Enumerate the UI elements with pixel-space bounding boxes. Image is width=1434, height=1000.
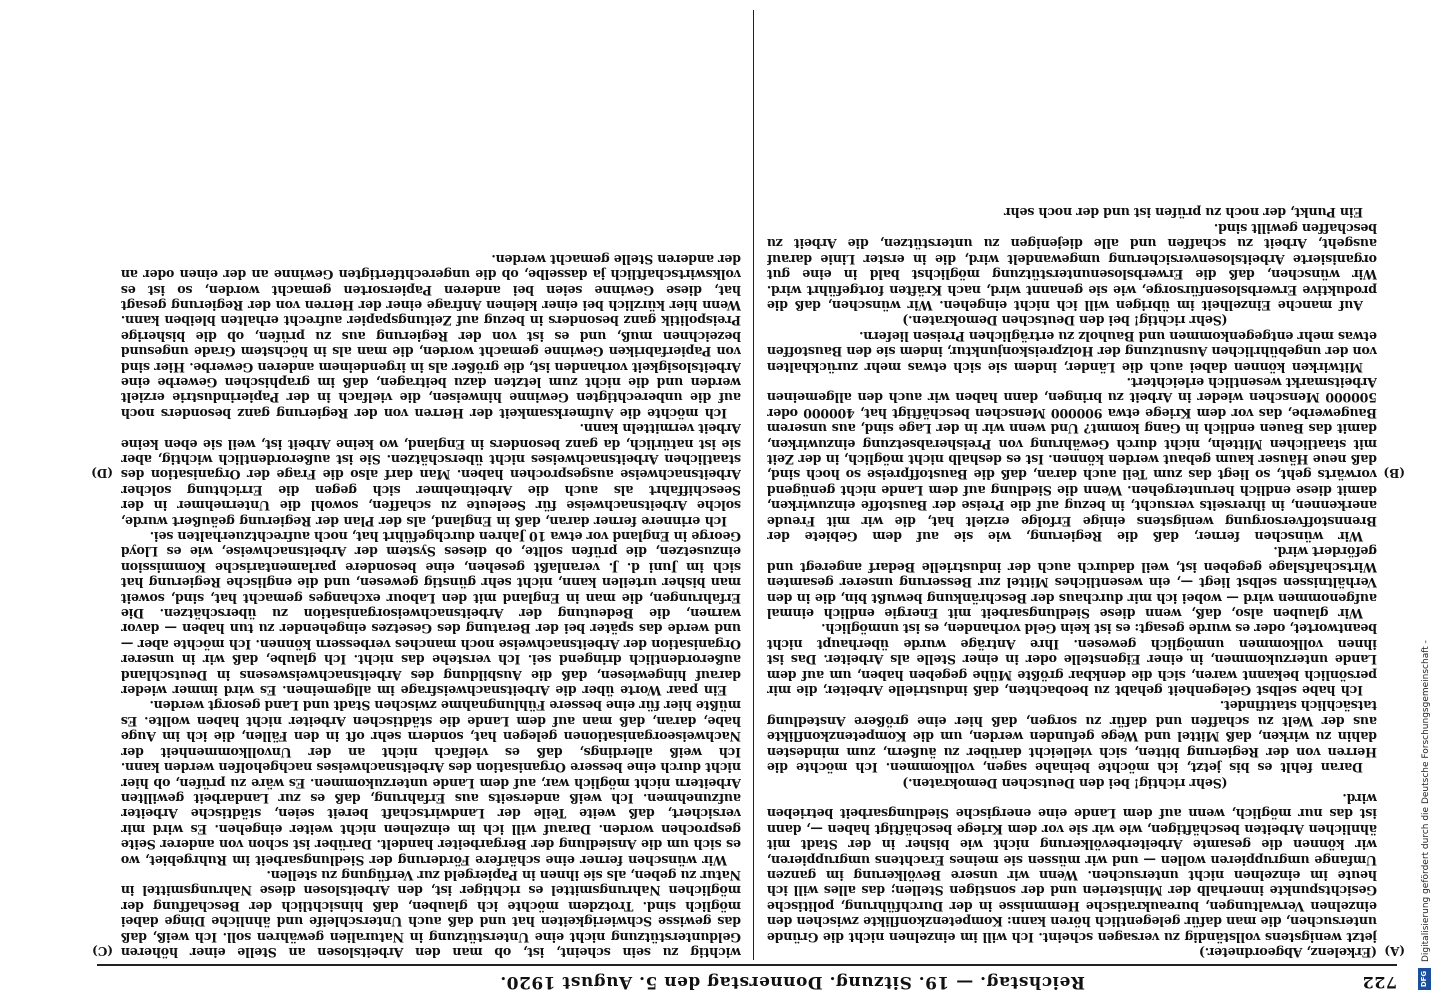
paragraph: Ich möchte die Aufmerksamkeit der Herren von der Regierung ganz besonders noch auf die unberechtigten Gewinne hinweisen, die vielfach in der Papierindustrie erzielt werden und die nicht zum letzten dazu beitragen, daß im graphischen Gewerbe eine Arbeitslosigkeit vorhanden ist, die größer als in irgendeinem anderen Gewerbe. Hier sind von Papierfabriken Gewinne gemacht worden, die man als in höchstem Grade ungesund bezeichnen muß, und es ist von der Regierung aus zu prüfen, ob die bisherige Preispolitik ganz besonders in bezug auf Zeitungspapier aufrecht erhalten bleiben kann. Wenn hier kürzlich bei einer kleinen Anfrage einer der Herren von der Regierung gesagt hat, diese Gewinne seien bei anderen Papiersorten gemacht worden, so ist es volkswirtschaftlich ja dasselbe, ob die ungerechtfertigten Gewinne an der einen oder an der anderen Stelle gemacht werden. (121, 251, 741, 421)
speaker-note: (Erkelenz, Abgeordneter.) (1199, 945, 1377, 960)
right-column (121, 10, 741, 960)
paragraph: Daran fehlt es bis jetzt, ich möchte beinahe sagen, vollkommen. Ich möchte die Herren von der Regierung bitten, sich vielleicht darüber zu äußern, zum mindesten dahin zu wirken, daß Mittel und Wege gefunden werden, um die Kompetenzkonflikte aus der Welt zu schaffen und dafür zu sorgen, daß hier eine größere Anstedlung tatsächlich stattfindet. (767, 698, 1377, 776)
paragraph: Ich erinnere ferner daran, daß in England, als der Plan der Regierung geäußert wurde, solche Arbeitsnachweise für Seeleute zu schaffen, sowohl die Unternehmer in der Seeschiffahrt als auch die Arbeitnehmer sich gegen die Errichtung solcher Arbeitsnachweise ausgesprochen haben. Man darf also die Frage der Organisation des staatlichen Arbeitsnachweises nicht überschätzen. Sie ist außerordentlich wichtig, aber sie ist natürlich, da ganz besonders in England, wo keine Arbeit ist, weil sie eben keine Arbeit vermitteln kann. (121, 421, 741, 529)
paragraph: Wir glauben also, daß, wenn diese Siedlungsarbeit mit Energie endlich einmal aufgenommen wird — wobei ich mir durchaus der Beschränkung bewußt bin, die in den Verhältnissen selbst liegt —, ein wesentliches Mittel zur Besserung unserer gesamten Wirtschaftslage gegeben ist, weil dadurch auch der industrielle Bedarf angeregt und gefördert wird. (767, 544, 1377, 622)
paragraph: jetzt wenigstens vollständig zu versagen scheint. Ich will im einzelnen nicht die Gründe untersuchen, die man dafür gelegentlich hören kann: Kompetenzkonflikte zwischen den einzelnen Verwaltungen, bureaukratische Hemmnisse in der Durchführung, politische Gesichtspunkte innerhalb der Ministerien und der sonstigen Stellen; das alles will ich heute im einzelnen nicht untersuchen. Wenn wir unsere Bevölkerung im ganzen Umfange umgruppieren wollen — und wir müssen sie meines Erachtens umgruppieren, wir können die gesamte Arbeiterbevölkerung nicht wie bisher in der Stadt mit ähnlichen Arbeiten beschäftigen, wie wir sie vor dem Kriege beschäftigt haben —, dann ist das nur möglich, wenn auf dem Lande eine energische Siedlungsarbeit betrieben wird. (767, 790, 1377, 945)
paragraph: Mitwirken können dabei auch die Länder, indem sie sich etwas mehr zurückhalten von der ungebührlichen Ausnutzung der Holzpreiskonjunktur, indem sie den Baustoffen etwas mehr entgegenkommen und Bauholz zu erträglichen Preisen liefern. (767, 328, 1377, 375)
column-divider (753, 10, 754, 960)
paragraph: wichtig zu sein scheint, ist, ob man den Arbeitslosen an Stelle einer höheren Geldunterstützung nicht eine Unterstützung in Naturalien gewähren soll. Ich weiß, daß das gewisse Schwierigkeiten hat und daß auch Unterschleife und ähnliche Dinge dabei möglich sind. Trotzdem möchte ich glauben, daß hinsichtlich der Beschaffung der möglichen Nahrungsmittel es richtiger ist, den Arbeitslosen diese Nahrungsmittel in Natur zu geben, als sie ihnen in Papiergeld zur Verfügung zu stellen. (121, 867, 741, 960)
rotated-page-content (85, 0, 1405, 1000)
left-column (767, 10, 1377, 960)
paragraph: Ein paar Worte über die Arbeitsnachweisfrage im allgemeinen. Es wird immer wieder darauf hingewiesen, daß die Ausbildung des Arbeitsnachweiswesens in Deutschland außerordentlich dringend sei. Ich verstehe das nicht. Ich glaube, daß wir in unserer Organisation der Arbeitsnachweise noch manches verbessern können. Ich möchte aber — und werde das später bei der Beratung des Gesetzes eingehender zu tun haben — davor warnen, die Bedeutung der Arbeitsnachweisorganisation zu überschätzen. Die Erfahrungen, die man in England mit den Labour exchanges gemacht hat, sind, soweit man bisher urteilen kann, nicht sehr günstig gewesen, und die englische Regierung hat sich im Juni d. J. veranlaßt gesehen, eine besondere parlamentarische Kommission einzusetzen, die prüfen sollte, ob dieses System der Arbeitsnachweise, wie es Lloyd George in England vor etwa 10 Jahren durchgeführt hat, noch aufrechtzuerhalten sei. (121, 529, 741, 699)
margin-d: (D) (91, 466, 113, 480)
paragraph: Wir wünschen ferner eine schärfere Förderung der Siedlungsarbeit im Ruhrgebiet, wo es sich um die Ansiedlung der Bergarbeiter handelt. Darüber ist schon von anderer Seite gesprochen worden. Darauf will ich im einzelnen nicht weiter eingehen. Es wird mir versichert, daß weite Teile der Landwirtschaft bereit seien, städtische Arbeiter aufzunehmen. Ich weiß anderseits aus Erfahrung, daß es zur Landarbeit gewillten Arbeitern nicht möglich war, auf dem Lande unterzukommen. Es wäre zu prüfen, ob hier nicht durch eine bessere Organisation des Arbeitsnachweises nachgeholfen werden kann. Ich weiß allerdings, daß es vielfach nicht an der Unvollkommenheit der Nachweiseorganisationen gelegen hat, sondern sehr oft in den Fällen, die ich im Auge habe, daran, daß man auf dem Lande die städtischen Arbeiter nicht haben wollte. Es müßte hier für eine bessere Fühlungnahme zwischen Stadt und Land gesorgt werden. (121, 698, 741, 868)
margin-c: (C) (92, 944, 113, 958)
dfg-logo (1418, 968, 1431, 990)
paragraph: Wir wünschen ferner, daß die Regierung, wie sie auf dem Gebiete der Brennstoffversorgung wenigstens einige Erfolge erzielt hat, die wir mit Freude anerkennen, in ihrerseits versucht, in bezug auf die Preise der Baustoffe einzuwirken, damit diese endlich heruntergehen. Wenn die Siedlung auf dem Lande nicht genügend vorwärts geht, so liegt das zum Teil auch daran, daß die Baustoffpreise so hoch sind, daß neue Häuser kaum gebaut werden können. Ist es deshalb nicht möglich, in der Zeit mit staatlichen Mitteln, nicht durch Gewährung von Preisherabsetzung einzuwirken, damit das Bauen endlich in Gang kommt? Und wenn wir in der Lage sind, aus unserem Baugewerbe, das vor dem Kriege etwa 900000 Menschen beschäftigt hat, 400000 oder 500000 Menschen wieder in Arbeit zu bringen, dann haben wir auch den allgemeinen Arbeitsmarkt wesentlich erleichtert. (767, 374, 1377, 545)
dfg-logo-text: DFG (1420, 970, 1429, 988)
interjection: (Sehr richtig! bei den Deutschen Demokraten.) (902, 313, 1228, 329)
margin-b: (B) (1383, 466, 1405, 480)
page-number: 722 (1362, 973, 1397, 992)
header-rule (97, 964, 1397, 966)
margin-a: (A) (1384, 944, 1405, 958)
digitization-credit: Digitalisierung gefördert durch die Deutsche Forschungsgemeinschaft - (1421, 640, 1431, 962)
paragraph: Ich habe selbst Gelegenheit gehabt zu beobachten, daß industrielle Arbeiter, die mir persönlich bekannt waren, sich die denkbar größte Mühe gegeben haben, um auf dem Lande unterzukommen, in einer Eigenstelle oder in einer Stelle als Arbeiter. Das ist ihnen vollkommen unmöglich gewesen. Ihre Anträge wurde überhaupt nicht beantwortet, oder es wurde gesagt: es ist kein Geld vorhanden, es ist unmöglich. (767, 621, 1377, 699)
paragraph: Ein Punkt, der noch zu prüfen ist und der noch sehr (1004, 205, 1363, 221)
paragraph: Auf manche Einzelheit im übrigen will ich nicht eingehen. Wir wünschen, daß die produktive Erwerbslosenfürsorge, wie sie genannt wird, nach Kräften fortgeführt wird. Wir wünschen, daß die Erwerbslosenunterstützung möglichst bald in eine gut organisierte Arbeitslosenversicherung umgewandelt wird, die in erster Linie darauf ausgeht, Arbeit zu schaffen und alle diejenigen zu unterstützen, die Arbeit zu beschaffen gewillt sind. (767, 220, 1377, 313)
running-title: Reichstag. — 19. Sitzung. Donnerstag den 5. August 1920. (499, 972, 1085, 992)
interjection: (Sehr richtig! bei den Deutschen Demokraten.) (902, 775, 1228, 791)
